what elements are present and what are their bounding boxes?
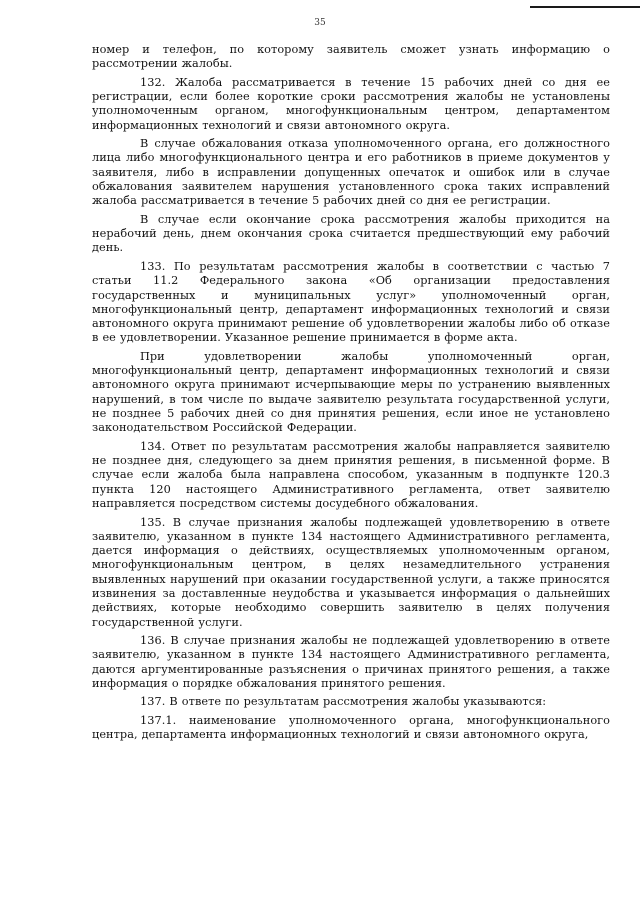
paragraph-132-nonworking-day: В случае если окончание срока рассмотрения жалобы приходится на нерабочий день, днем окончания срока считается предшествующий ему рабочий день. [92, 212, 610, 255]
paragraph-continuation: номер и телефон, по которому заявитель сможет узнать информацию о рассмотрении жалобы. [92, 43, 610, 71]
paragraph-133-satisfaction: При удовлетворении жалобы уполномоченный орган, многофункциональный центр, департамент информационных технологий и связи автономного округа принимают исчерпывающие меры по устранению выявленных нарушений, в том числе по выдаче заявителю результата государственной услуги, не позднее 5 рабочих дней со дня принятия решения, если иное не установлено законодательством Российской Федерации. [92, 349, 610, 435]
paragraph-133: 133. По результатам рассмотрения жалобы в соответствии с частью 7 статьи 11.2 Федерального закона «Об организации предоставления государственных и муниципальных услуг» уполномоченный орган, многофункциональный центр, департамент информационных технологий и связи автономного округа принимают решение об удовлетворении жалобы либо об отказе в ее удовлетворении. Указанное решение принимается в форме акта. [92, 259, 610, 345]
page-number: 35 [314, 18, 326, 28]
paragraph-132: 132. Жалоба рассматривается в течение 15 рабочих дней со дня ее регистрации, если более короткие сроки рассмотрения жалобы не установлены уполномоченным органом, многофункциональным центром, департаментом информационных технологий и связи автономного округа. [92, 75, 610, 132]
paragraph-136: 136. В случае признания жалобы не подлежащей удовлетворению в ответе заявителю, указанном в пункте 134 настоящего Административного регламента, даются аргументированные разъяснения о причинах принятого решения, а также информация о порядке обжалования принятого решения. [92, 634, 610, 690]
paragraph-137-1: 137.1. наименование уполномоченного органа, многофункционального центра, департамента информационных технологий и связи автономного округа, [92, 713, 610, 742]
paragraph-137: 137. В ответе по результатам рассмотрения жалобы указываются: [140, 695, 547, 709]
paragraph-135: 135. В случае признания жалобы подлежащей удовлетворению в ответе заявителю, указанном в пункте 134 настоящего Административного регламента, дается информация о действиях, осуществляемых уполномоченным органом, многофункциональным центром, в целях незамедлительного устранения выявленных нарушений при оказании государственной услуги, а также приносятся извинения за доставленные неудобства и указывается информация о дальнейших действиях, которые необходимо совершить заявителю в целях получения государственной услуги. [92, 515, 610, 629]
paragraph-132-appeal-refusal: В случае обжалования отказа уполномоченного органа, его должностного лица либо многофункционального центра и его работников в приеме документов у заявителя, либо в исправлении допущенных опечаток и ошибок или в случае обжалования заявителем нарушения установленного срока таких исправлений жалоба рассматривается в течение 5 рабочих дней со дня ее регистрации. [92, 137, 610, 208]
document-body [92, 43, 610, 747]
top-edge-rule [530, 6, 640, 8]
paragraph-134: 134. Ответ по результатам рассмотрения жалобы направляется заявителю не позднее дня, следующего за днем принятия решения, в письменной форме. В случае если жалоба была направлена способом, указанным в подпункте 120.3 пункта 120 настоящего Административного регламента, ответ заявителю направляется посредством системы досудебного обжалования. [92, 439, 610, 511]
